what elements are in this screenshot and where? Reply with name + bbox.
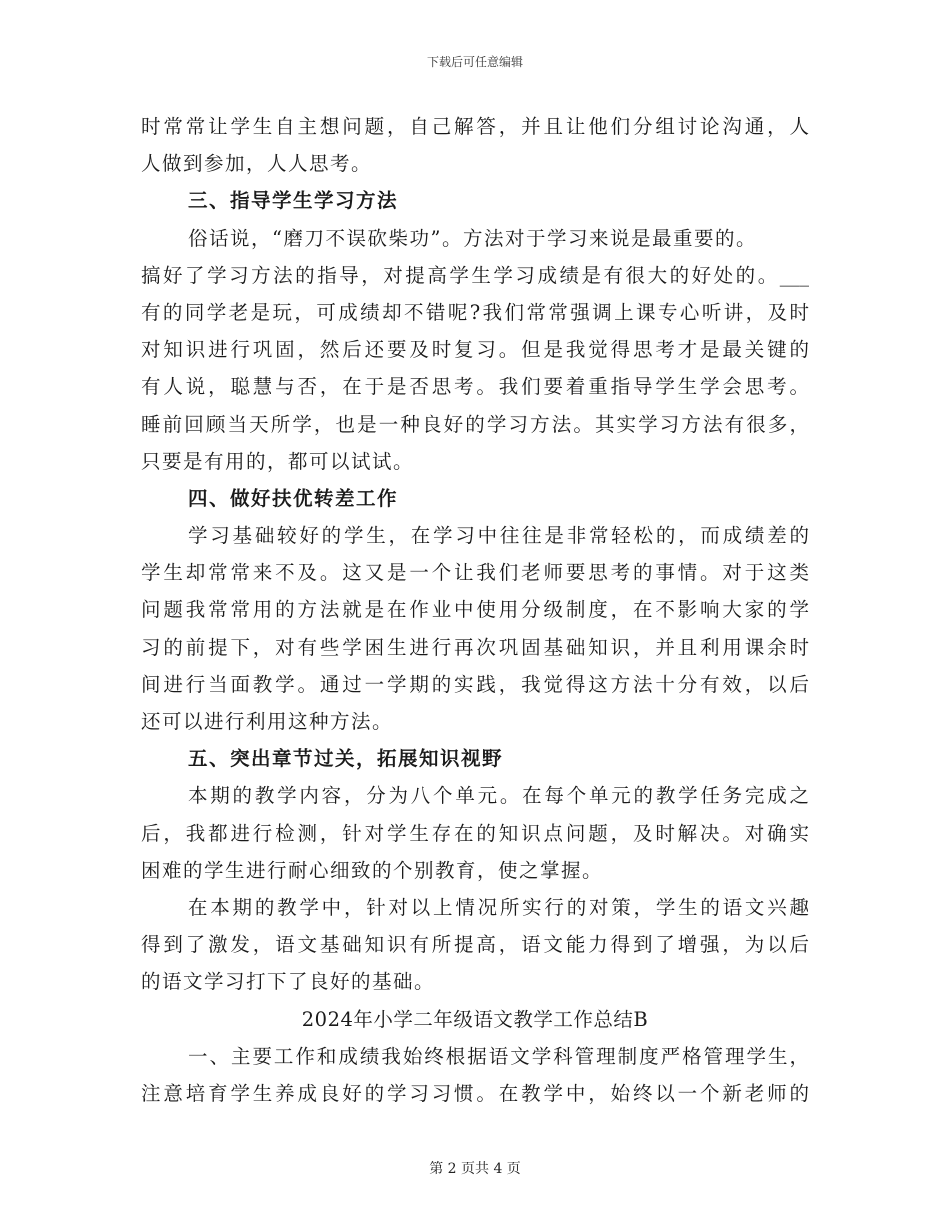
- page-footer: 第 2 页共 4 页: [429, 1161, 521, 1177]
- text-line: 有人说，聪慧与否，在于是否思考。我们要着重指导学生学会思考。: [141, 375, 809, 399]
- text-line: 问题我常常用的方法就是在作业中使用分级制度，在不影响大家的学: [141, 598, 809, 622]
- text-line: 后，我都进行检测，针对学生存在的知识点问题，及时解决。对确实: [141, 821, 809, 845]
- text-line: 对知识进行巩固，然后还要及时复习。但是我觉得思考才是最关键的: [141, 338, 809, 362]
- text-line: 搞好了学习方法的指导，对提高学生学习成绩是有很大的好处的。___: [141, 263, 809, 287]
- text-line: 习的前提下，对有些学困生进行再次巩固基础知识，并且利用课余时: [141, 635, 809, 659]
- text-line: 人做到参加，人人思考。: [141, 152, 373, 176]
- text-line: 学生却常常来不及。这又是一个让我们老师要思考的事情。对于这类: [141, 561, 809, 585]
- section-heading: 三、指导学生学习方法: [188, 189, 399, 213]
- text-line: 困难的学生进行耐心细致的个别教育，使之掌握。: [141, 858, 604, 882]
- section-heading: 四、做好扶优转差工作: [188, 486, 399, 510]
- text-line: 一、主要工作和成绩我始终根据语文学科管理制度严格管理学生，: [188, 1044, 809, 1068]
- text-line: 在本期的教学中，针对以上情况所实行的对策，学生的语文兴趣: [188, 895, 809, 919]
- text-line: 只要是有用的，都可以试试。: [141, 449, 415, 473]
- text-line: 睡前回顾当天所学，也是一种良好的学习方法。其实学习方法有很多，: [141, 412, 809, 436]
- page-header: 下载后可任意编辑: [426, 55, 523, 69]
- text-line: 俗话说，“磨刀不误砍柴功”。方法对于学习来说是最重要的。: [188, 226, 757, 250]
- text-line: 注意培育学生养成良好的学习习惯。在教学中，始终以一个新老师的: [141, 1081, 809, 1105]
- text-line: 时常常让学生自主想问题，自己解答，并且让他们分组讨论沟通，人: [141, 115, 809, 138]
- text-line: 本期的教学内容，分为八个单元。在每个单元的教学任务完成之: [188, 784, 809, 808]
- document-body: [141, 108, 809, 1112]
- document-title: 2024年小学二年级语文教学工作总结B: [301, 1007, 649, 1031]
- text-line: 得到了激发，语文基础知识有所提高，语文能力得到了增强，为以后: [141, 933, 809, 957]
- section-heading: 五、突出章节过关，拓展知识视野: [188, 747, 504, 771]
- text-line: 的语文学习打下了良好的基础。: [141, 970, 436, 994]
- text-line: 间进行当面教学。通过一学期的实践，我觉得这方法十分有效，以后: [141, 672, 809, 696]
- text-line: 有的同学老是玩，可成绩却不错呢?我们常常强调上课专心听讲，及时: [141, 300, 809, 324]
- text-line: 还可以进行利用这种方法。: [141, 710, 394, 733]
- text-line: 学习基础较好的学生，在学习中往往是非常轻松的，而成绩差的: [188, 524, 809, 548]
